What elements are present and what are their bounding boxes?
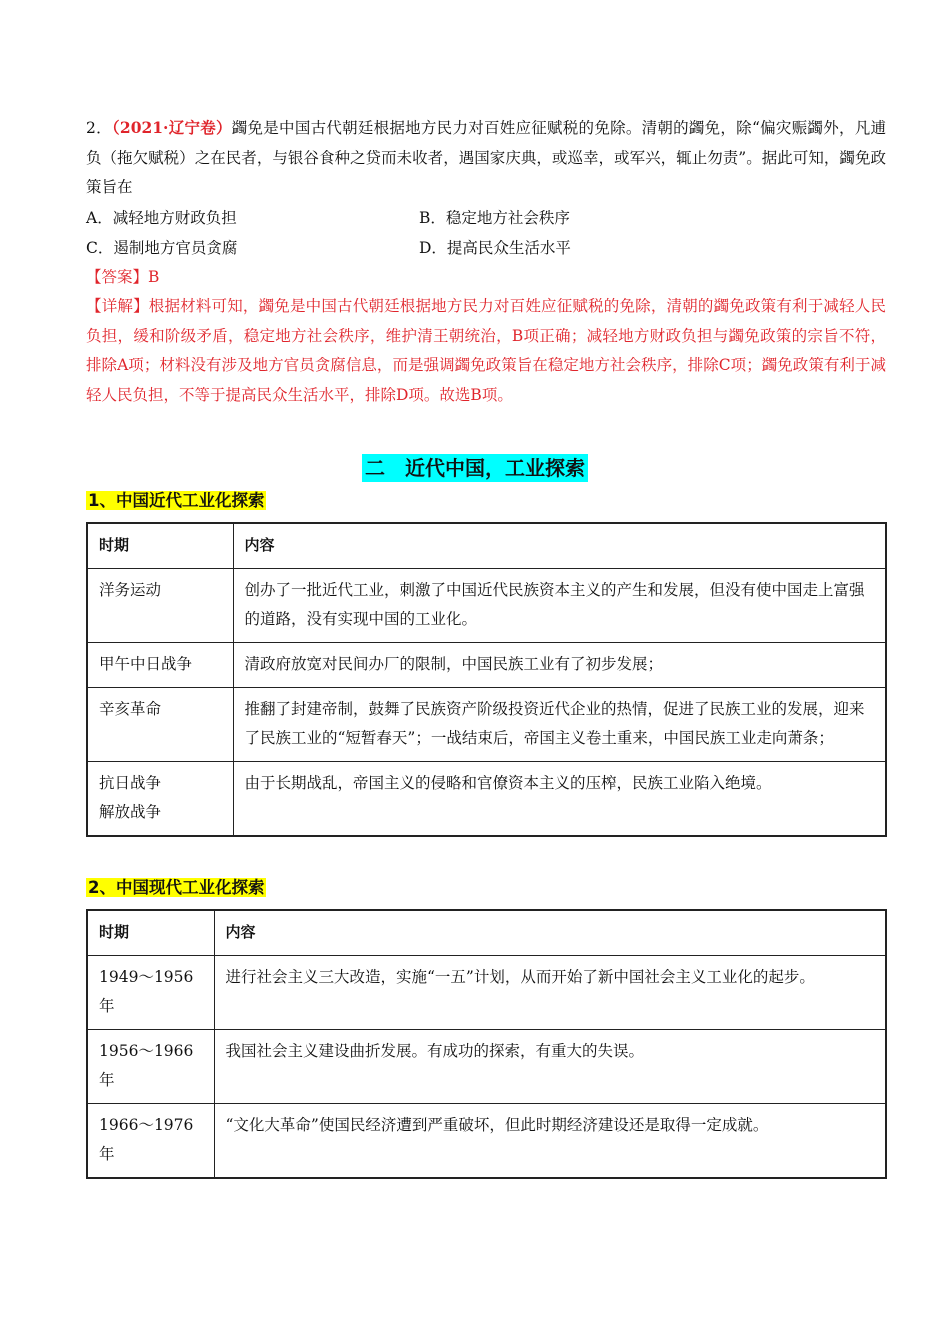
question-stem [86,113,886,203]
table-row [87,762,886,837]
content-cell: 进行社会主义三大改造，实施“一五”计划，从而开始了新中国社会主义工业化的起步。 [214,956,886,1030]
column-header-content: 内容 [214,910,886,956]
column-header-content: 内容 [233,523,886,569]
table-header-row [87,523,886,569]
table-row [87,569,886,643]
column-header-period: 时期 [87,523,233,569]
question-block [86,113,886,410]
contemporary-heading: 2、中国现代工业化探索 [88,878,265,897]
period-cell: 甲午中日战争 [87,643,233,688]
table-row [87,1030,886,1104]
explanation: 【详解】根据材料可知，蠲免是中国古代朝廷根据地方民力对百姓应征赋税的免除，清朝的蠲免政策有利于减轻人民负担，缓和阶级矛盾，稳定地方社会秩序，维护清王朝统治，B项正确；减轻地方财政负担与蠲免政策的宗旨不符，排除A项；材料没有涉及地方官员贪腐信息，而是强调蠲免政策旨在稳定地方社会秩序，排除C项；蠲免政策有利于减轻人民负担，不等于提高民众生活水平，排除D项。故选B项。 [86,297,886,404]
table-row [87,956,886,1030]
content-cell: 创办了一批近代工业，刺激了中国近代民族资本主义的产生和发展，但没有使中国走上富强的道路，没有实现中国的工业化。 [233,569,886,643]
question-text: 蠲免是中国古代朝廷根据地方民力对百姓应征赋税的免除。清朝的蠲免，除“偏灾赈蠲外，凡逋负（拖欠赋税）之在民者，与银谷食种之贷而未收者，遇国家庆典，或巡幸，或军兴，辄止勿责”。据此可知，蠲免政策旨在 [86,119,886,196]
contemporary-industrialization-table [86,909,887,1179]
period-cell: 1949～1956年 [87,956,214,1030]
modern-heading: 1、中国近代工业化探索 [88,491,265,510]
content-cell: 清政府放宽对民间办厂的限制，中国民族工业有了初步发展； [233,643,886,688]
content-cell: 由于长期战乱，帝国主义的侵略和官僚资本主义的压榨，民族工业陷入绝境。 [233,762,886,837]
table-row [87,688,886,762]
option-a: A．减轻地方财政负担 [86,208,237,227]
column-header-period: 时期 [87,910,214,956]
table-header-row [87,910,886,956]
answer-options [86,203,886,263]
table-row [87,643,886,688]
option-d: D．提高民众生活水平 [419,238,571,257]
content-cell: 我国社会主义建设曲折发展。有成功的探索，有重大的失误。 [214,1030,886,1104]
content-cell: “文化大革命”使国民经济遭到严重破坏，但此时期经济建设还是取得一定成就。 [214,1104,886,1179]
modern-industrialization-table [86,522,887,837]
option-b: B．稳定地方社会秩序 [419,208,570,227]
period-cell: 1956～1966年 [87,1030,214,1104]
table-row [87,1104,886,1179]
question-number: 2． [86,119,112,137]
section-title: 二 近代中国，工业探索 [0,452,950,481]
option-c: C．遏制地方官员贪腐 [86,238,238,257]
question-source: （2021·辽宁卷） [111,118,232,137]
period-cell: 1966～1976年 [87,1104,214,1179]
period-cell: 辛亥革命 [87,688,233,762]
content-cell: 推翻了封建帝制，鼓舞了民族资产阶级投资近代企业的热情，促进了民族工业的发展，迎来了民族工业的“短暂春天”；一战结束后，帝国主义卷土重来，中国民族工业走向萧条； [233,688,886,762]
period-cell: 洋务运动 [87,569,233,643]
period-cell: 抗日战争 解放战争 [87,762,233,837]
answer-line: 【答案】B [86,267,160,286]
